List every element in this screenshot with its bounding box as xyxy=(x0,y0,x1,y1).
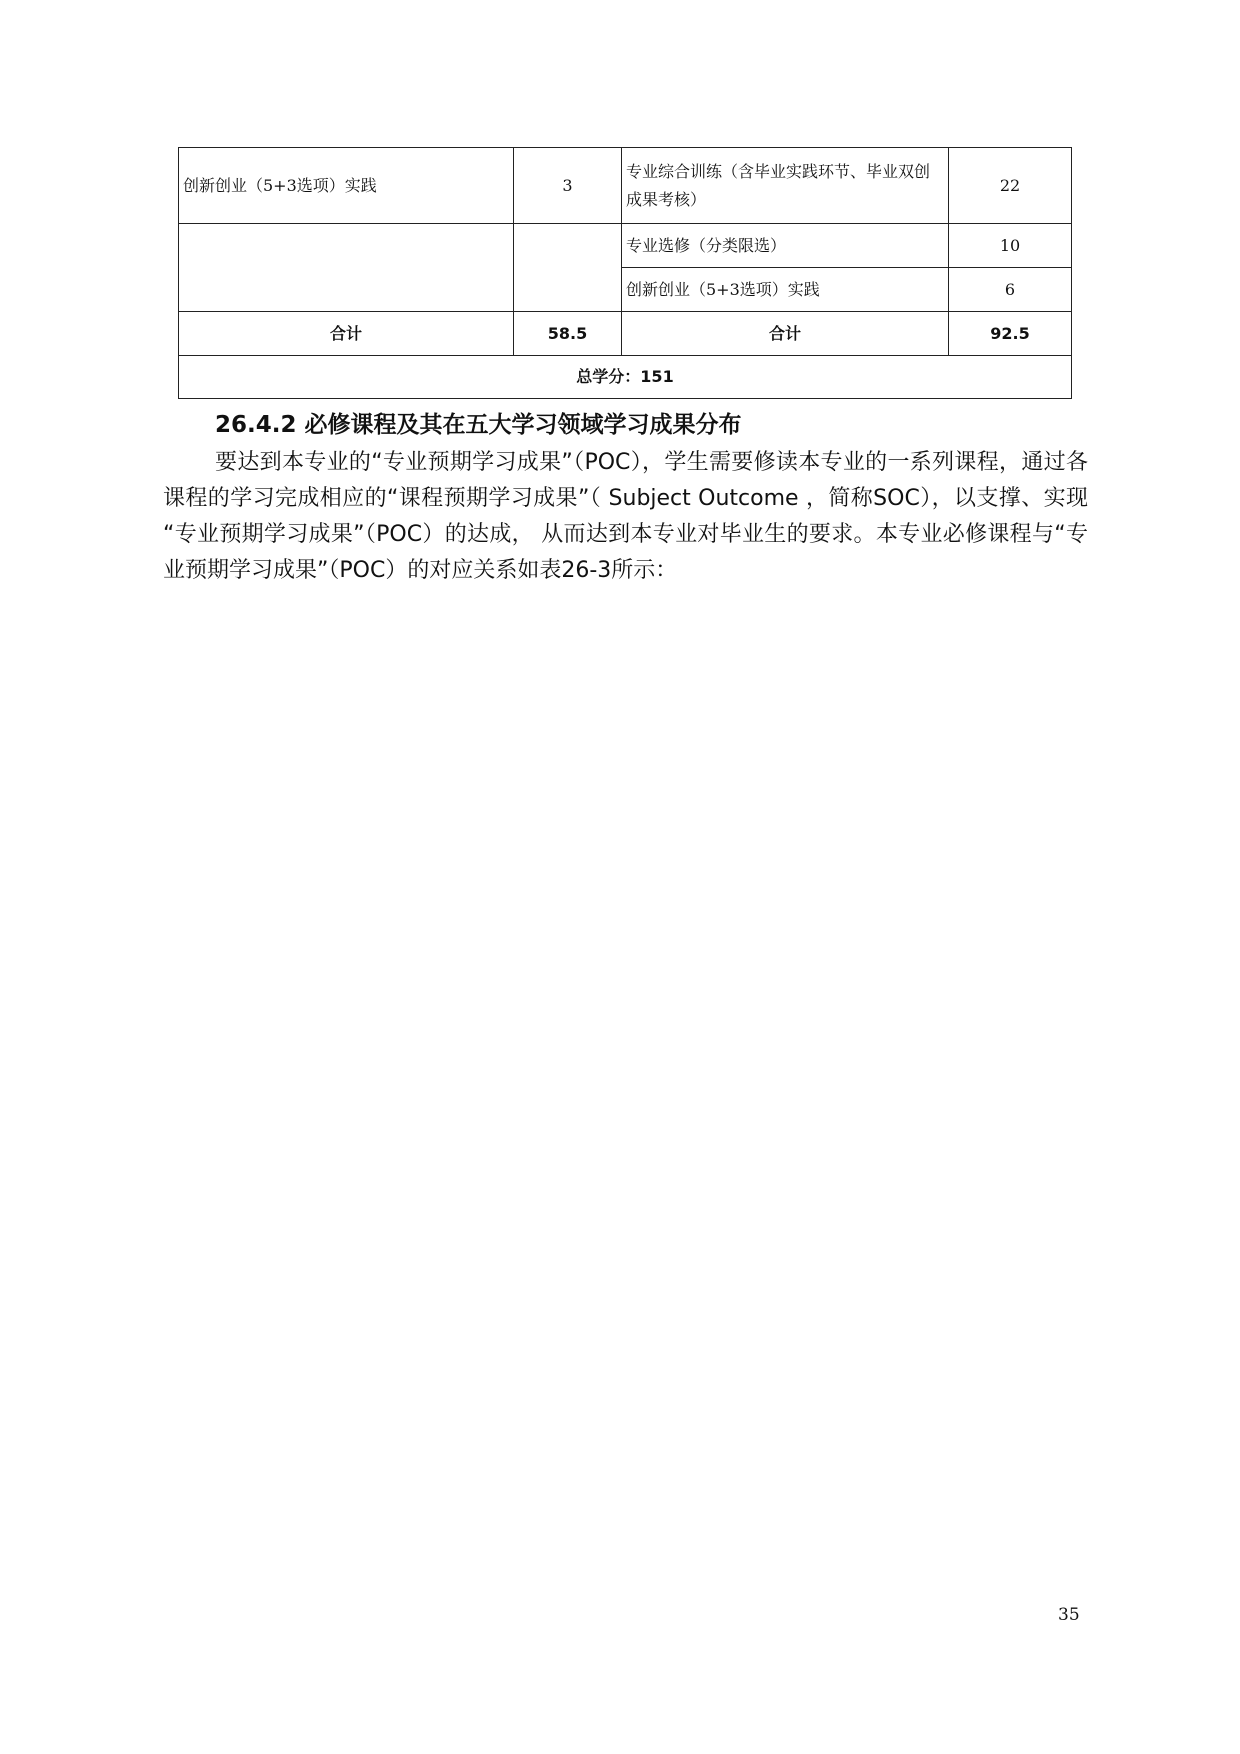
credit-cell: 10 xyxy=(949,224,1072,268)
course-name-cell: 创新创业（5+3选项）实践 xyxy=(179,148,514,224)
total-label: 合计 xyxy=(622,312,949,356)
credit-cell: 6 xyxy=(949,268,1072,312)
credit-cell: 22 xyxy=(949,148,1072,224)
body-paragraph: 要达到本专业的“专业预期学习成果”（POC），学生需要修读本专业的一系列课程，通过各课程的学习完成相应的“课程预期学习成果”（ Subject Outcome ，简称SOC），以支撑、实现 “专业预期学习成果”（POC）的达成， 从而达到本专业对毕业生的要求。本专业必修课程与“专业预期学习成果”（POC）的对应关系如表26-3所示： xyxy=(163,450,1088,583)
credit-cell xyxy=(514,224,622,312)
total-row xyxy=(179,312,1072,356)
credit-cell: 3 xyxy=(514,148,622,224)
table-row xyxy=(179,224,1072,268)
credit-distribution-table xyxy=(178,147,1072,399)
table-row xyxy=(179,148,1072,224)
section-heading: 26.4.2 必修课程及其在五大学习领域学习成果分布 xyxy=(215,412,742,438)
course-name-cell xyxy=(179,224,514,312)
course-name-cell: 专业综合训练（含毕业实践环节、毕业双创成果考核） xyxy=(622,148,949,224)
course-name-cell: 创新创业（5+3选项）实践 xyxy=(622,268,949,312)
grand-total-cell: 总学分：151 xyxy=(179,356,1072,399)
grand-total-row xyxy=(179,356,1072,399)
course-name-cell: 专业选修（分类限选） xyxy=(622,224,949,268)
page-number: 35 xyxy=(1058,1605,1080,1625)
total-value: 92.5 xyxy=(949,312,1072,356)
total-label: 合计 xyxy=(179,312,514,356)
total-value: 58.5 xyxy=(514,312,622,356)
